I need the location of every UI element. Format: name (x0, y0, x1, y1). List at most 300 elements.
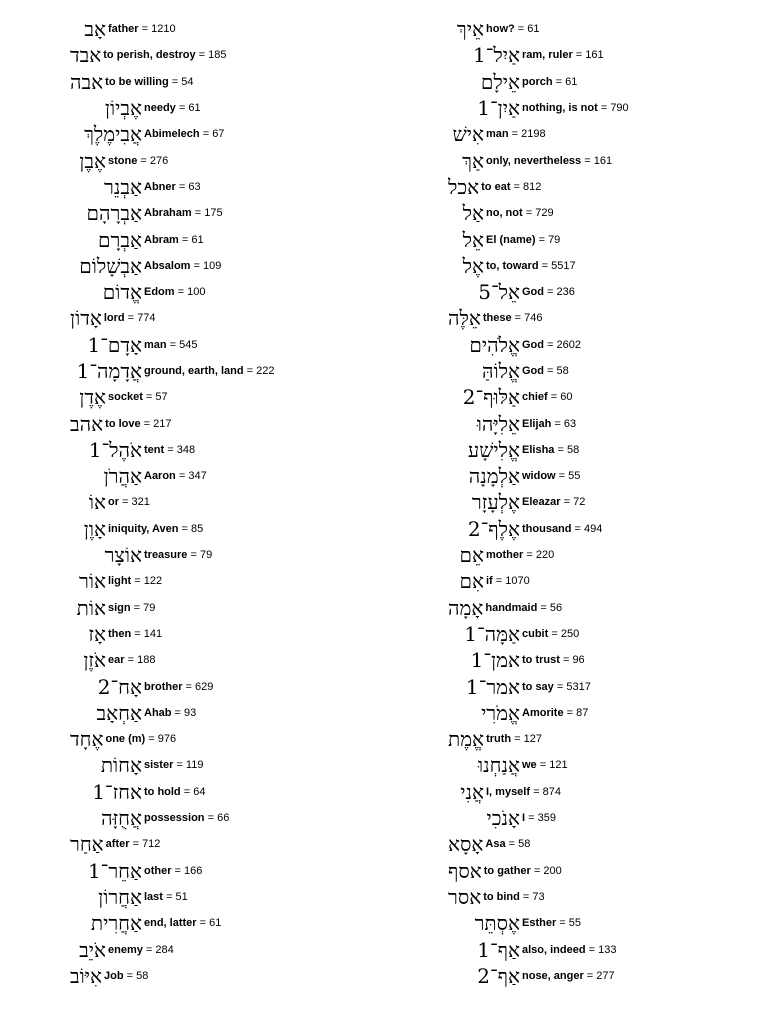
occurrence-count: 321 (131, 496, 150, 509)
vocab-entry (448, 279, 768, 305)
vocab-entry (70, 358, 400, 384)
english-gloss: only, nevertheless (486, 154, 582, 167)
homonym-number: 5 (478, 280, 491, 305)
equals-sign: = (175, 470, 189, 483)
english-gloss: if (486, 575, 493, 588)
occurrence-count: 61 (565, 75, 578, 88)
occurrence-count: 63 (563, 417, 577, 430)
equals-sign: = (166, 338, 180, 351)
vocab-entry (70, 305, 400, 331)
vocab-entry (70, 673, 400, 699)
equals-sign: = (544, 286, 557, 299)
english-gloss: we (522, 759, 537, 772)
gloss-text (144, 681, 213, 693)
vocab-entry (70, 332, 400, 358)
equals-sign: = (597, 102, 611, 115)
hebrew-cell (70, 911, 142, 936)
homonym-number: 1 (473, 43, 486, 68)
equals-sign: = (537, 601, 550, 614)
english-gloss: light (108, 575, 132, 588)
vocab-entry (70, 42, 400, 68)
vocab-entry (448, 568, 768, 594)
vocab-entry (448, 69, 768, 95)
homonym-number: 2 (462, 385, 476, 410)
occurrence-count: 5317 (566, 680, 591, 693)
gloss-text (522, 391, 572, 403)
vocab-entry (448, 936, 768, 962)
hebrew-word: אֲחֻזָּה (101, 806, 142, 831)
equals-sign: = (195, 49, 209, 62)
occurrence-count: 61 (209, 917, 222, 930)
english-gloss: to gather (483, 864, 531, 877)
occurrence-count: 976 (157, 733, 177, 746)
vocab-entry (448, 200, 768, 226)
english-gloss: Job (104, 969, 124, 982)
vocab-entry (70, 147, 400, 173)
equals-sign: = (178, 233, 192, 246)
gloss-text (486, 155, 612, 167)
hebrew-cell (70, 963, 103, 988)
vocab-entry (70, 463, 400, 489)
occurrence-count: 250 (560, 627, 580, 640)
english-gloss: man (486, 128, 509, 141)
hebrew-cell (448, 963, 520, 988)
vocab-entry (448, 700, 768, 726)
gloss-text (144, 470, 207, 482)
english-gloss: ear (108, 654, 125, 667)
hebrew-cell (448, 148, 484, 173)
vocab-entry (70, 621, 400, 647)
hebrew-cell (70, 332, 142, 357)
english-gloss: to hold (144, 785, 181, 798)
vocab-entry (448, 463, 768, 489)
homonym-number: 1 (87, 332, 101, 357)
equals-sign: = (131, 627, 144, 640)
occurrence-count: 55 (568, 917, 582, 930)
equals-sign: = (523, 549, 536, 562)
occurrence-count: 217 (153, 417, 172, 430)
occurrence-count: 58 (518, 838, 531, 851)
gloss-text (144, 549, 212, 561)
english-gloss: God (522, 365, 544, 377)
english-gloss: Ahab (144, 706, 172, 719)
equals-sign: = (190, 259, 204, 272)
hebrew-cell (448, 306, 481, 331)
equals-sign: = (124, 654, 138, 667)
hebrew-word: אָוֶן (83, 516, 106, 541)
hebrew-cell (70, 411, 104, 436)
gloss-text (108, 654, 155, 666)
equals-sign: = (583, 969, 597, 982)
occurrence-count: 119 (185, 759, 204, 772)
hebrew-cell (448, 490, 520, 515)
english-gloss: socket (108, 391, 143, 404)
hebrew-cell (70, 753, 142, 778)
occurrence-count: 57 (155, 391, 168, 404)
vocab-entry (70, 253, 400, 279)
english-gloss: one (m) (105, 733, 146, 746)
gloss-text (485, 838, 530, 850)
gloss-text (104, 970, 148, 982)
occurrence-count: 61 (191, 233, 204, 246)
hebrew-cell (70, 174, 142, 199)
vocab-entry (448, 673, 768, 699)
hebrew-word: אחז־ (104, 779, 142, 804)
english-gloss: to love (105, 417, 141, 430)
hebrew-word: אמן־ (483, 648, 520, 673)
gloss-text (108, 155, 168, 167)
occurrence-count: 64 (193, 785, 206, 798)
equals-sign: = (547, 391, 561, 404)
gloss-text (108, 496, 150, 508)
gloss-text (106, 838, 161, 850)
vocab-entry (448, 542, 768, 568)
hebrew-cell (70, 385, 106, 410)
vocab-entry (70, 410, 400, 436)
homonym-number: 1 (470, 648, 484, 673)
equals-sign: = (556, 917, 569, 930)
equals-sign: = (182, 680, 196, 693)
occurrence-count: 284 (155, 943, 174, 956)
gloss-text (522, 102, 629, 114)
occurrence-count: 347 (188, 470, 207, 483)
gloss-text (144, 759, 203, 771)
english-gloss: treasure (144, 549, 188, 562)
occurrence-count: 166 (184, 864, 203, 877)
gloss-text (108, 602, 155, 614)
gloss-text (144, 128, 224, 140)
english-gloss: Absalom (144, 259, 191, 272)
equals-sign: = (530, 785, 543, 798)
vocab-entry (448, 147, 768, 173)
equals-sign: = (525, 812, 538, 825)
hebrew-cell (448, 411, 520, 436)
equals-sign: = (199, 128, 213, 141)
english-gloss: ground, earth, land (144, 365, 244, 377)
occurrence-count: 93 (184, 706, 197, 719)
occurrence-count: 79 (199, 549, 213, 562)
equals-sign: = (536, 759, 550, 772)
english-gloss: to be willing (105, 75, 169, 88)
gloss-text (144, 707, 196, 719)
equals-sign: = (140, 417, 154, 430)
gloss-text (108, 523, 203, 535)
equals-sign: = (505, 838, 519, 851)
hebrew-word: אֶלְעָזָר (471, 490, 520, 515)
equals-sign: = (571, 522, 585, 535)
occurrence-count: 1070 (505, 575, 530, 588)
equals-sign: = (204, 812, 218, 825)
english-gloss: to eat (481, 180, 511, 193)
equals-sign: = (530, 864, 544, 877)
equals-sign: = (131, 575, 144, 588)
hebrew-cell (70, 832, 104, 857)
hebrew-word: אַמָּה־ (476, 621, 520, 646)
gloss-text (522, 917, 581, 929)
gloss-text (144, 102, 201, 114)
occurrence-count: 127 (523, 733, 543, 746)
vocab-entry (70, 595, 400, 621)
gloss-text (522, 628, 579, 640)
hebrew-word: אַף־ (489, 937, 520, 962)
homonym-number: 1 (87, 858, 101, 883)
english-gloss: man (144, 338, 167, 351)
gloss-text (486, 128, 546, 140)
hebrew-cell (448, 17, 484, 42)
gloss-text (522, 444, 579, 456)
occurrence-count: 73 (532, 890, 545, 903)
hebrew-word: אֲבִימֶלֶךְ (84, 122, 142, 147)
hebrew-cell (448, 621, 520, 646)
gloss-text (522, 944, 616, 956)
hebrew-word: אוֹר (79, 569, 106, 594)
equals-sign: = (552, 75, 566, 88)
hebrew-cell (70, 69, 104, 94)
hebrew-word: אֶלֶף־ (480, 516, 520, 541)
gloss-text (144, 181, 201, 193)
hebrew-word: אֶסְתֵּר (474, 911, 520, 936)
english-gloss: Eleazar (522, 496, 561, 509)
equals-sign: = (174, 286, 188, 299)
vocab-entry (448, 305, 768, 331)
hebrew-cell (448, 727, 485, 752)
hebrew-cell (70, 884, 142, 909)
equals-sign: = (511, 733, 524, 746)
hebrew-word: אֶל (462, 253, 484, 278)
hebrew-cell (448, 96, 520, 121)
hebrew-word: אֵל (462, 227, 484, 252)
occurrence-count: 774 (137, 312, 156, 325)
hebrew-cell (448, 385, 520, 410)
equals-sign: = (138, 23, 152, 36)
english-gloss: Abner (144, 180, 176, 193)
hebrew-word: אַבְרָהָם (86, 201, 142, 226)
equals-sign: = (544, 338, 557, 351)
hebrew-word: אֵל־ (490, 280, 520, 305)
hebrew-word: אַלּוּף־ (475, 385, 520, 410)
hebrew-cell (448, 122, 484, 147)
vocab-entry (70, 831, 400, 857)
hebrew-word: אַבְרָם (98, 227, 142, 252)
gloss-text (522, 496, 585, 508)
hebrew-word: אָב (84, 17, 106, 42)
hebrew-cell (70, 306, 102, 331)
gloss-text (486, 575, 530, 587)
hebrew-word: אֱלִישָׁע (467, 437, 520, 462)
gloss-text (484, 865, 562, 877)
english-gloss: Asa (485, 838, 506, 851)
english-gloss: mother (486, 549, 524, 562)
english-gloss: truth (486, 733, 512, 746)
gloss-text (108, 944, 174, 956)
english-gloss: brother (144, 680, 183, 693)
hebrew-cell (70, 253, 142, 278)
gloss-text (144, 286, 205, 298)
vocab-entry (70, 437, 400, 463)
english-gloss: Abraham (144, 207, 192, 220)
english-gloss: sister (144, 759, 174, 772)
english-gloss: possession (144, 812, 205, 825)
hebrew-cell (448, 937, 520, 962)
occurrence-count: 2602 (556, 338, 582, 351)
hebrew-word: אֹזֶן (83, 648, 106, 673)
english-gloss: nothing, is not (522, 102, 598, 115)
gloss-text (144, 891, 188, 903)
hebrew-cell (448, 806, 520, 831)
occurrence-count: 277 (596, 969, 615, 982)
equals-sign: = (519, 890, 533, 903)
english-gloss: stone (108, 154, 138, 167)
homonym-number: 1 (465, 674, 479, 699)
vocab-entry (448, 858, 768, 884)
equals-sign: = (563, 706, 577, 719)
gloss-text (522, 812, 556, 824)
hebrew-cell (70, 543, 142, 568)
hebrew-cell (70, 148, 106, 173)
occurrence-count: 348 (176, 443, 196, 456)
vocab-entry (448, 16, 768, 42)
hebrew-word: אֵם (459, 543, 484, 568)
english-gloss: sign (108, 601, 131, 614)
hebrew-cell (448, 779, 484, 804)
occurrence-count: 200 (543, 864, 562, 877)
hebrew-cell (70, 858, 142, 883)
gloss-text (105, 76, 193, 88)
vocab-entry (448, 884, 768, 910)
hebrew-word: אֶדֶן (79, 385, 106, 410)
occurrence-count: 629 (195, 680, 214, 693)
equals-sign: = (191, 207, 205, 220)
english-gloss: porch (522, 75, 553, 88)
hebrew-cell (448, 674, 520, 699)
vocab-entry (448, 95, 768, 121)
hebrew-cell (448, 595, 484, 620)
occurrence-count: 67 (212, 128, 225, 141)
english-gloss: or (108, 496, 119, 509)
hebrew-cell (70, 464, 142, 489)
gloss-text (522, 654, 585, 666)
equals-sign: = (142, 391, 156, 404)
hebrew-word: אֶחָד (70, 727, 104, 752)
gloss-text (486, 23, 540, 35)
hebrew-word: אַחַר (70, 832, 104, 857)
vocab-entry (70, 963, 400, 989)
gloss-text (105, 733, 176, 745)
occurrence-count: 729 (535, 207, 554, 220)
occurrence-count: 185 (208, 49, 227, 62)
vocab-entry (448, 647, 768, 673)
hebrew-cell (70, 674, 142, 699)
hebrew-word: אבד (70, 43, 102, 68)
equals-sign: = (551, 417, 564, 430)
equals-sign: = (129, 838, 143, 851)
occurrence-count: 79 (548, 233, 561, 246)
gloss-text (144, 260, 221, 272)
hebrew-cell (448, 43, 520, 68)
gloss-text (104, 312, 156, 324)
equals-sign: = (175, 102, 189, 115)
gloss-text (522, 523, 602, 535)
occurrence-count: 175 (204, 207, 223, 220)
hebrew-cell (448, 832, 484, 857)
occurrence-count: 79 (143, 601, 156, 614)
hebrew-cell (70, 96, 142, 121)
vocabulary-column-right (448, 16, 768, 989)
vocab-entry (448, 831, 768, 857)
equals-sign: = (173, 759, 186, 772)
occurrence-count: 54 (181, 75, 194, 88)
hebrew-word: אָדָם־ (100, 332, 142, 357)
equals-sign: = (171, 706, 185, 719)
equals-sign: = (559, 654, 573, 667)
vocab-entry (448, 516, 768, 542)
occurrence-count: 133 (598, 943, 617, 956)
hebrew-cell (448, 332, 520, 357)
equals-sign: = (511, 312, 525, 325)
occurrence-count: 746 (524, 312, 543, 325)
occurrence-count: 100 (187, 286, 206, 299)
occurrence-count: 109 (203, 259, 222, 272)
gloss-text (481, 181, 541, 193)
english-gloss: needy (144, 102, 176, 115)
hebrew-word: אֶבְיוֹן (104, 96, 142, 121)
equals-sign: = (130, 601, 144, 614)
hebrew-cell (448, 911, 520, 936)
hebrew-word: אֱדוֹם (102, 280, 142, 305)
occurrence-count: 2198 (521, 128, 546, 141)
hebrew-word: אסף (448, 858, 482, 883)
hebrew-word: אַהֲרֹן (103, 464, 142, 489)
english-gloss: God (522, 286, 544, 299)
vocab-entry (70, 200, 400, 226)
hebrew-word: אכל (448, 174, 480, 199)
equals-sign: = (171, 864, 185, 877)
hebrew-word: אהב (70, 411, 104, 436)
english-gloss: God (522, 338, 544, 351)
occurrence-count: 5517 (551, 259, 576, 272)
english-gloss: tent (144, 443, 165, 456)
hebrew-cell (448, 858, 482, 883)
homonym-number: 2 (467, 516, 481, 541)
vocab-entry (448, 384, 768, 410)
vocab-entry (70, 752, 400, 778)
gloss-text (144, 234, 204, 246)
hebrew-word: אָז (88, 621, 106, 646)
vocab-entry (70, 516, 400, 542)
hebrew-cell (448, 569, 484, 594)
equals-sign: = (585, 943, 599, 956)
english-gloss: also, indeed (522, 943, 586, 956)
gloss-text (103, 49, 226, 61)
hebrew-cell (448, 361, 520, 381)
english-gloss: to bind (483, 890, 520, 903)
hebrew-cell (448, 753, 520, 778)
hebrew-cell (70, 779, 142, 804)
hebrew-word: אַחְאָב (96, 700, 142, 725)
english-gloss: ram, ruler (522, 49, 573, 62)
hebrew-word: אִיּוֹב (70, 963, 103, 988)
hebrew-cell (70, 727, 104, 752)
english-gloss: these (482, 312, 512, 325)
hebrew-word: אִישׁ (452, 122, 484, 147)
hebrew-cell (70, 280, 142, 305)
vocab-entry (448, 805, 768, 831)
equals-sign: = (196, 917, 210, 930)
equals-sign: = (180, 785, 194, 798)
hebrew-word: אַלְמָנָה (468, 464, 520, 489)
equals-sign: = (508, 128, 522, 141)
hebrew-cell (448, 253, 484, 278)
